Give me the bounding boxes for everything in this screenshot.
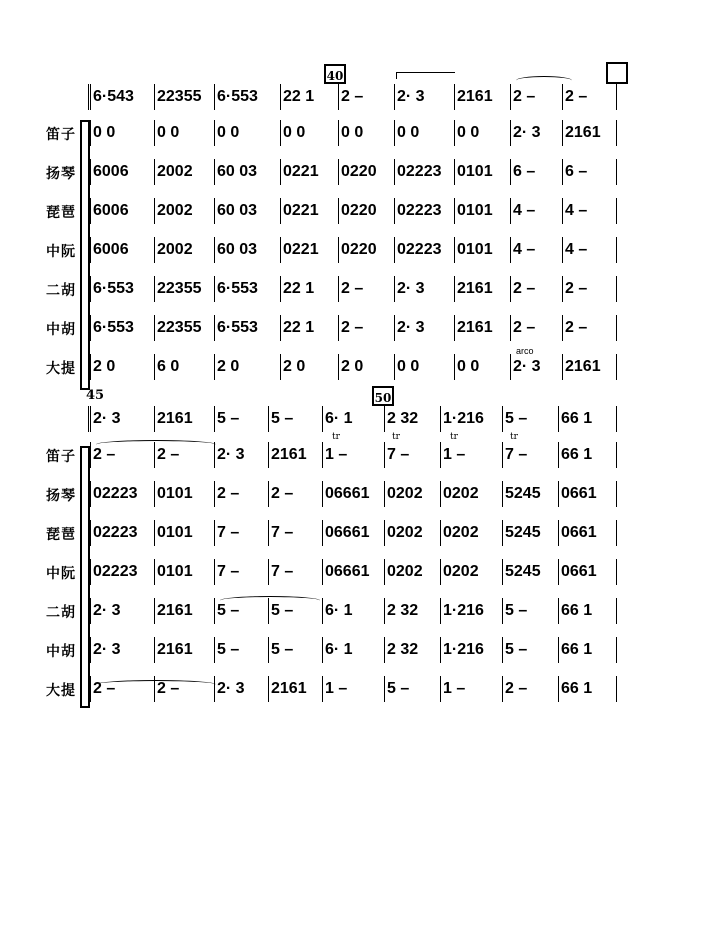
instrument-name: 琵琶 (46, 527, 76, 543)
trill-mark: tr (332, 432, 340, 442)
measure: 66 1 (561, 641, 593, 658)
measure: 2 – (217, 485, 240, 502)
measure: 0202 (387, 563, 423, 580)
measure: 0202 (443, 524, 479, 541)
staff-row (0, 352, 709, 382)
top-measure: 2161 (157, 410, 193, 427)
measure: 4 – (565, 241, 588, 258)
measure: 06661 (325, 524, 370, 541)
measure: 2161 (157, 641, 193, 658)
measure: 2161 (271, 446, 307, 463)
staff-row (0, 274, 709, 304)
measure: 2 32 (387, 641, 419, 658)
instrument-name: 笛子 (46, 449, 76, 465)
measure: 7 – (505, 446, 528, 463)
measure: 2002 (157, 241, 193, 258)
measure: 2 32 (387, 602, 419, 619)
barline (616, 159, 617, 185)
measure: 1·216 (443, 641, 484, 658)
measure: 6006 (93, 202, 129, 219)
measure: 6· 1 (325, 641, 353, 658)
measure: 60 03 (217, 202, 258, 219)
measure: 2· 3 (397, 280, 425, 297)
measure: 1 – (325, 680, 348, 697)
barline (616, 520, 617, 546)
measure: 02223 (93, 524, 138, 541)
measure: 0202 (387, 524, 423, 541)
arco-mark: arco (516, 346, 534, 356)
measure: 2 – (513, 319, 536, 336)
measure: 2· 3 (513, 124, 541, 141)
top-measure: 2 – (513, 88, 536, 105)
top-measure: 22355 (157, 88, 202, 105)
top-measure: 6· 1 (325, 410, 353, 427)
barline (616, 120, 617, 146)
slur (96, 440, 216, 449)
measure: 0661 (561, 563, 597, 580)
measure: 7 – (271, 563, 294, 580)
barline (616, 237, 617, 263)
measure: 0661 (561, 485, 597, 502)
measure: 02223 (397, 241, 442, 258)
instrument-name: 扬琴 (46, 488, 76, 504)
barline (616, 559, 617, 585)
top-measure: 2· 3 (397, 88, 425, 105)
measure: 2002 (157, 163, 193, 180)
measure: 0 0 (217, 124, 240, 141)
measure: 0661 (561, 524, 597, 541)
measure: 6· 1 (325, 602, 353, 619)
section-box (606, 62, 628, 84)
slur (220, 596, 320, 605)
instrument-name: 扬琴 (46, 166, 76, 182)
instrument-name: 中胡 (46, 322, 76, 338)
measure: 0 0 (93, 124, 116, 141)
measure: 0220 (341, 241, 377, 258)
top-measure: 2 – (341, 88, 364, 105)
measure: 4 – (565, 202, 588, 219)
instrument-name: 中阮 (46, 566, 76, 582)
measure: 22355 (157, 280, 202, 297)
measure: 2 – (341, 280, 364, 297)
instrument-name: 琵琶 (46, 205, 76, 221)
staff-row (0, 313, 709, 343)
barline (616, 442, 617, 468)
measure: 2 – (513, 280, 536, 297)
measure: 2161 (457, 319, 493, 336)
staff-row (0, 596, 709, 626)
measure: 0101 (157, 485, 193, 502)
measure: 0202 (387, 485, 423, 502)
barline (616, 598, 617, 624)
measure-number-45: 45 (86, 388, 105, 403)
measure: 5 – (271, 602, 294, 619)
top-measure: 1·216 (443, 410, 484, 427)
measure: 02223 (397, 202, 442, 219)
measure: 2 – (93, 446, 116, 463)
barline (616, 354, 617, 380)
measure: 5 – (387, 680, 410, 697)
barline (616, 676, 617, 702)
measure: 2002 (157, 202, 193, 219)
measure: 0202 (443, 485, 479, 502)
measure: 6006 (93, 241, 129, 258)
measure: 02223 (93, 563, 138, 580)
measure: 0 0 (397, 124, 420, 141)
measure: 2 – (157, 446, 180, 463)
measure: 1 – (443, 680, 466, 697)
measure: 2· 3 (93, 641, 121, 658)
staff-row (0, 518, 709, 548)
top-measure: 66 1 (561, 410, 593, 427)
instrument-name: 二胡 (46, 283, 76, 299)
top-measure: 2161 (457, 88, 493, 105)
instrument-name: 中阮 (46, 244, 76, 260)
system1-top-line (0, 82, 709, 112)
measure: 06661 (325, 563, 370, 580)
top-measure: 2 32 (387, 410, 419, 427)
instrument-name: 笛子 (46, 127, 76, 143)
measure: 7 – (271, 524, 294, 541)
measure: 2 – (505, 680, 528, 697)
barline (616, 198, 617, 224)
measure: 6006 (93, 163, 129, 180)
staff-row (0, 557, 709, 587)
trill-mark: tr (510, 432, 518, 442)
measure: 1·216 (443, 602, 484, 619)
measure: 06661 (325, 485, 370, 502)
top-measure: 5 – (217, 410, 240, 427)
measure: 2 – (565, 319, 588, 336)
staff-row (0, 635, 709, 665)
barline (616, 481, 617, 507)
barline (616, 276, 617, 302)
measure: 22355 (157, 319, 202, 336)
measure: 0101 (457, 163, 493, 180)
measure: 0101 (457, 241, 493, 258)
measure: 0221 (283, 163, 319, 180)
top-measure: 2· 3 (93, 410, 121, 427)
measure: 0 0 (283, 124, 306, 141)
measure: 6·553 (217, 280, 258, 297)
measure: 02223 (93, 485, 138, 502)
staff-row (0, 479, 709, 509)
top-measure: 22 1 (283, 88, 315, 105)
measure: 2 – (157, 680, 180, 697)
measure: 6 – (513, 163, 536, 180)
measure: 7 – (217, 563, 240, 580)
measure: 2161 (457, 280, 493, 297)
measure: 2 – (271, 485, 294, 502)
system2-top-line (0, 404, 709, 434)
measure: 2 0 (217, 358, 240, 375)
measure: 2 – (341, 319, 364, 336)
measure: 7 – (217, 524, 240, 541)
measure: 0 0 (341, 124, 364, 141)
measure: 0101 (457, 202, 493, 219)
measure: 2 0 (341, 358, 364, 375)
measure: 2· 3 (93, 602, 121, 619)
measure: 2161 (565, 124, 601, 141)
measure: 0221 (283, 241, 319, 258)
trill-mark: tr (392, 432, 400, 442)
instrument-name: 大提 (46, 683, 76, 699)
top-measure: 5 – (271, 410, 294, 427)
measure: 2 0 (93, 358, 116, 375)
instrument-name: 二胡 (46, 605, 76, 621)
instrument-name: 中胡 (46, 644, 76, 660)
top-measure: 6·543 (93, 88, 134, 105)
measure: 5 – (217, 602, 240, 619)
measure: 6 0 (157, 358, 180, 375)
staff-row (0, 196, 709, 226)
measure: 2· 3 (397, 319, 425, 336)
top-measure: 6·553 (217, 88, 258, 105)
measure: 0202 (443, 563, 479, 580)
barline (616, 315, 617, 341)
measure: 2161 (157, 602, 193, 619)
staff-row (0, 235, 709, 265)
measure: 6·553 (93, 280, 134, 297)
measure: 0 0 (397, 358, 420, 375)
measure: 0220 (341, 163, 377, 180)
slur (96, 680, 216, 689)
measure: 6·553 (93, 319, 134, 336)
measure: 0220 (341, 202, 377, 219)
barline (616, 637, 617, 663)
top-measure: 5 – (505, 410, 528, 427)
measure: 5245 (505, 524, 541, 541)
measure: 1 – (443, 446, 466, 463)
measure: 2161 (565, 358, 601, 375)
measure: 0101 (157, 563, 193, 580)
measure: 5 – (217, 641, 240, 658)
measure: 5 – (505, 602, 528, 619)
measure: 4 – (513, 241, 536, 258)
measure: 2 – (93, 680, 116, 697)
measure: 5 – (505, 641, 528, 658)
rehearsal-mark-50: 50 (372, 386, 394, 406)
measure: 60 03 (217, 163, 258, 180)
slur (516, 76, 572, 85)
measure: 60 03 (217, 241, 258, 258)
top-measure: 2 – (565, 88, 588, 105)
measure: 2161 (271, 680, 307, 697)
staff-row (0, 674, 709, 704)
bracket-line (396, 72, 455, 79)
measure: 2 – (565, 280, 588, 297)
measure: 66 1 (561, 446, 593, 463)
measure: 4 – (513, 202, 536, 219)
measure: 0101 (157, 524, 193, 541)
trill-mark: tr (450, 432, 458, 442)
measure: 0 0 (457, 358, 480, 375)
measure: 66 1 (561, 602, 593, 619)
measure: 5245 (505, 485, 541, 502)
measure: 5 – (271, 641, 294, 658)
measure: 6 – (565, 163, 588, 180)
measure: 02223 (397, 163, 442, 180)
measure: 0 0 (457, 124, 480, 141)
measure: 1 – (325, 446, 348, 463)
rehearsal-mark-40: 40 (324, 64, 346, 84)
staff-row (0, 157, 709, 187)
staff-row (0, 118, 709, 148)
instrument-name: 大提 (46, 361, 76, 377)
measure: 2· 3 (217, 446, 245, 463)
measure: 2· 3 (217, 680, 245, 697)
measure: 2· 3 (513, 358, 541, 375)
measure: 66 1 (561, 680, 593, 697)
measure: 0221 (283, 202, 319, 219)
measure: 5245 (505, 563, 541, 580)
measure: 0 0 (157, 124, 180, 141)
measure: 2 0 (283, 358, 306, 375)
measure: 22 1 (283, 319, 315, 336)
measure: 6·553 (217, 319, 258, 336)
measure: 22 1 (283, 280, 315, 297)
measure: 7 – (387, 446, 410, 463)
